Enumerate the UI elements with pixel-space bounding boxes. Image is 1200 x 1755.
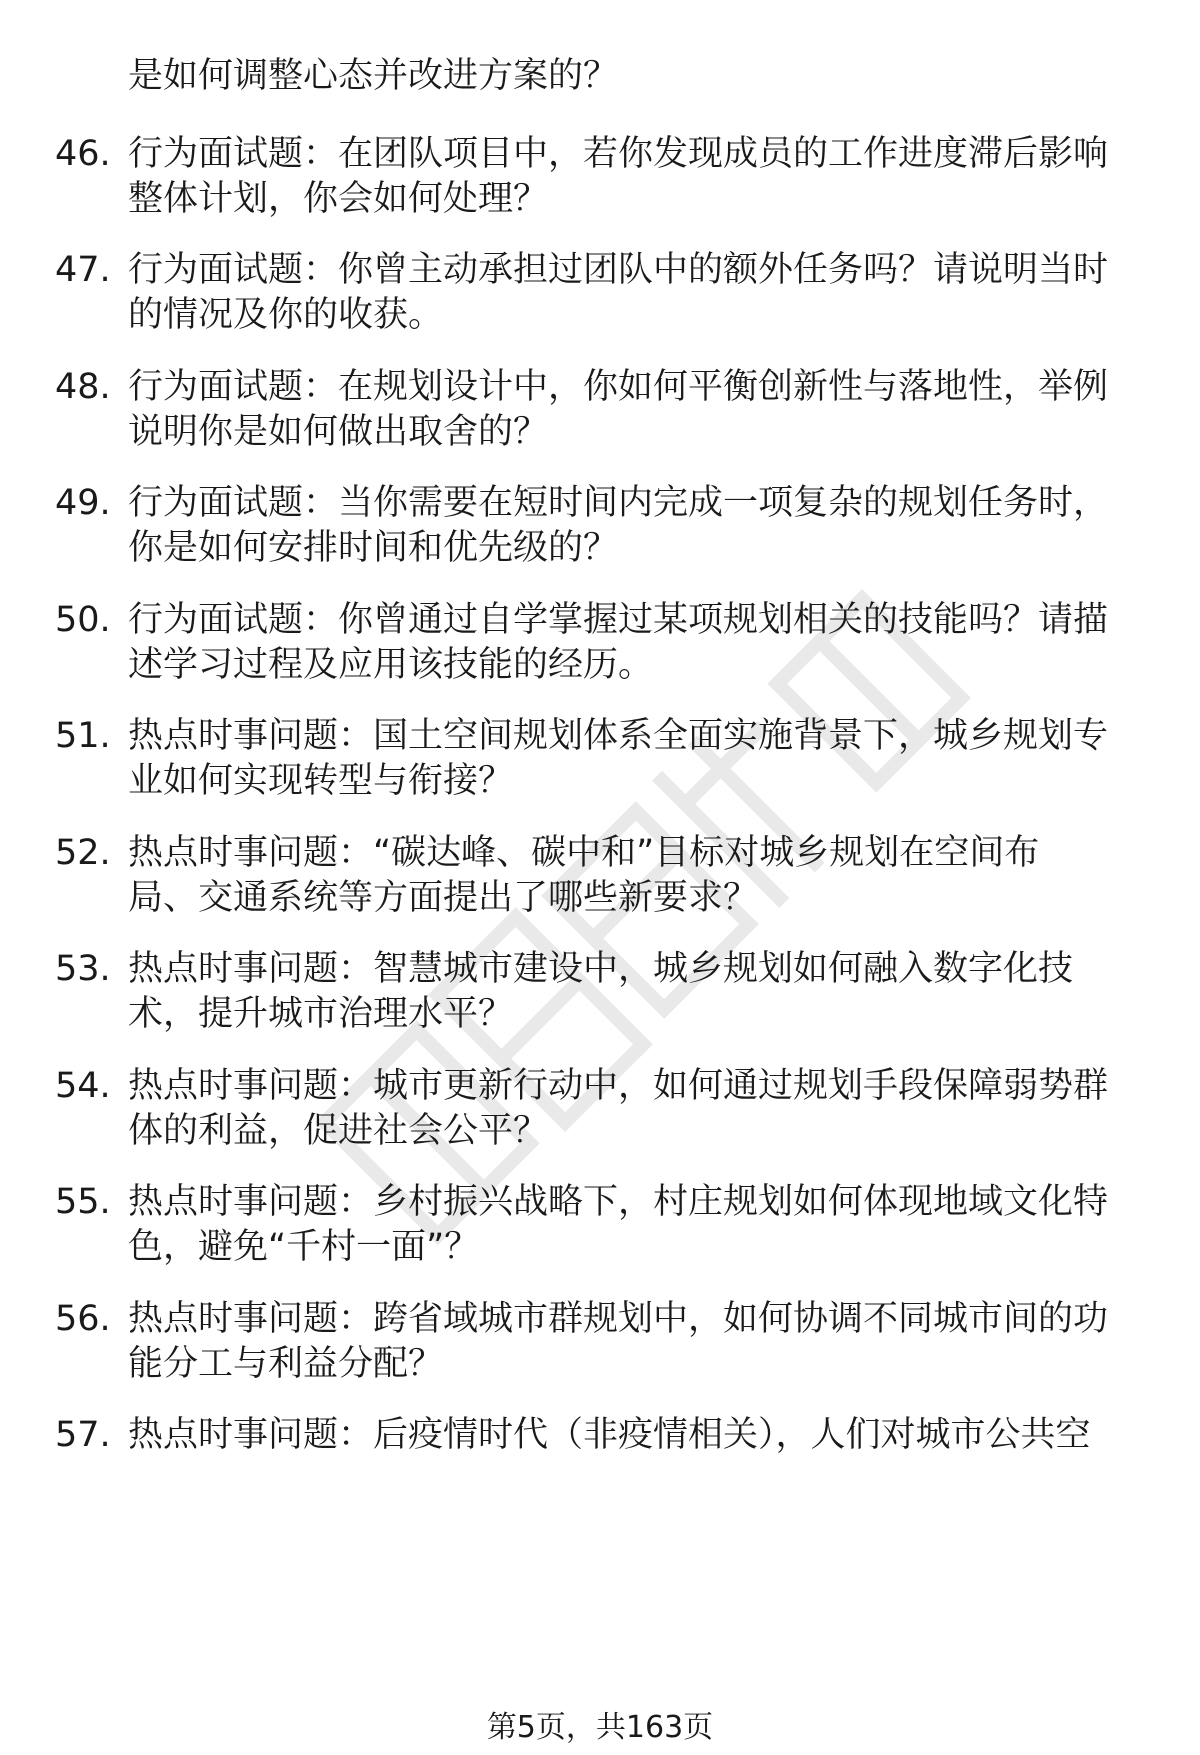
question-text-line1: 行为面试题：当你需要在短时间内完成一项复杂的规划任务时， (128, 483, 1109, 523)
question-text-line1: 行为面试题：你曾主动承担过团队中的额外任务吗？请说明当时 (128, 250, 1109, 290)
question-text-line2: 能分工与利益分配？ (128, 1344, 444, 1384)
question-text-line2: 整体计划，你会如何处理？ (128, 179, 549, 219)
question-number: 55. (55, 1182, 111, 1222)
question-number: 47. (55, 250, 111, 290)
question-text-line1: 行为面试题：你曾通过自学掌握过某项规划相关的技能吗？请描 (128, 600, 1109, 640)
question-number: 53. (55, 949, 111, 989)
question-text-line1: 行为面试题：在团队项目中，若你发现成员的工作进度滞后影响 (128, 134, 1109, 174)
question-text-line2: 色，避免“千村一面”？ (128, 1227, 480, 1267)
question-text-line1: 热点时事问题：智慧城市建设中，城乡规划如何融入数字化技 (128, 949, 1074, 989)
continuation-line: 是如何调整心态并改进方案的？ (128, 56, 619, 96)
question-text-line2: 业如何实现转型与衔接？ (128, 761, 514, 801)
page-footer: 第5页，共163页 (486, 1710, 714, 1745)
question-number: 56. (55, 1299, 111, 1339)
question-number: 52. (55, 833, 111, 873)
question-text-line2: 说明你是如何做出取舍的？ (128, 412, 549, 452)
question-text-line1: 热点时事问题：跨省域城市群规划中，如何协调不同城市间的功 (128, 1299, 1109, 1339)
question-text-line1: 热点时事问题：“碳达峰、碳中和”目标对城乡规划在空间布 (128, 833, 1040, 873)
question-text-line2: 的情况及你的收获。 (128, 295, 444, 335)
question-text-line1: 热点时事问题：乡村振兴战略下，村庄规划如何体现地域文化特 (128, 1182, 1109, 1222)
question-text-line2: 局、交通系统等方面提出了哪些新要求？ (128, 878, 759, 918)
question-text-line2: 你是如何安排时间和优先级的？ (128, 528, 619, 568)
question-text-line2: 述学习过程及应用该技能的经历。 (128, 645, 654, 685)
question-number: 49. (55, 483, 111, 523)
question-number: 50. (55, 600, 111, 640)
question-text-line1: 热点时事问题：后疫情时代（非疫情相关），人们对城市公共空 (128, 1415, 1091, 1455)
question-number: 51. (55, 716, 111, 756)
question-number: 46. (55, 134, 111, 174)
question-text-line2: 体的利益，促进社会公平？ (128, 1111, 549, 1151)
question-number: 48. (55, 367, 111, 407)
question-number: 57. (55, 1415, 111, 1455)
question-text-line1: 行为面试题：在规划设计中，你如何平衡创新性与落地性，举例 (128, 367, 1109, 407)
question-text-line1: 热点时事问题：国土空间规划体系全面实施背景下，城乡规划专 (128, 716, 1109, 756)
question-number: 54. (55, 1066, 111, 1106)
question-text-line2: 术，提升城市治理水平？ (128, 994, 514, 1034)
question-text-line1: 热点时事问题：城市更新行动中，如何通过规划手段保障弱势群 (128, 1066, 1109, 1106)
